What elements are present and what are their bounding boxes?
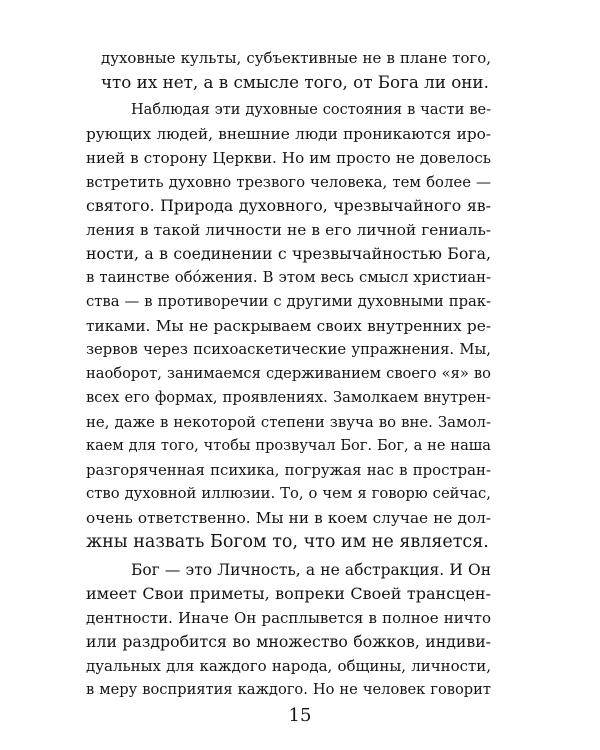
text-line: ства — в противоречии с другими духовными прак- xyxy=(86,293,491,310)
text-line: очень ответственно. Мы ни в коем случае не дол- xyxy=(86,509,491,527)
text-line: нией в сторону Церкви. Но им просто не довелось xyxy=(86,149,491,167)
text-line: Наблюдая эти духовные состояния в части ве- xyxy=(131,102,491,118)
text-line: разгоряченная психика, погружая нас в простран- xyxy=(86,461,491,479)
text-line: ство духовной иллюзии. То, о чем я говорю сейчас, xyxy=(86,485,491,502)
text-line: каем для того, чтобы прозвучал Бог. Бог, а не наша xyxy=(86,437,491,454)
text-line: ления в такой личности не в его личной гениаль- xyxy=(86,221,491,239)
text-line: ности, а в соединении с чрезвычайностью Бога, xyxy=(86,244,491,263)
text-line: Бог — это Личность, а не абстракция. И Он xyxy=(131,561,491,579)
text-line: жны назвать Богом то, что им не является. xyxy=(86,532,489,552)
text-line: зервов через психоаскетические упражнения. Мы, xyxy=(86,341,491,358)
text-line: в меру восприятия каждого. Но не человек говорит xyxy=(86,681,491,698)
text-line: наоборот, занимаемся сдерживанием своего «я» во xyxy=(86,365,491,382)
text-line: не, даже в некоторой степени звуча во вне. Замол- xyxy=(86,413,491,431)
text-line: или раздробится во множество божков, индиви- xyxy=(86,632,491,651)
text-line: рующих людей, внешние люди проникаются иро- xyxy=(86,125,491,143)
text-line: имеет Свои приметы, вопреки Своей трансцен- xyxy=(86,584,491,603)
text-line: в таинстве обóжения. В этом весь смысл христиан- xyxy=(86,269,491,286)
page-number: 15 xyxy=(288,705,312,726)
text-line: дуальных для каждого народа, общины, личности, xyxy=(86,657,491,675)
text-line: что их нет, а в смысле того, от Бога ли они. xyxy=(101,72,489,92)
text-line: всех его формах, проявлениях. Замолкаем внутрен- xyxy=(86,389,491,406)
text-line: духовные культы, субъективные не в плане того, xyxy=(101,49,491,67)
text-line: тиками. Мы не раскрываем своих внутренних ре- xyxy=(86,317,491,335)
text-line: дентности. Иначе Он расплывется в полное ничто xyxy=(86,609,491,627)
text-line: встретить духовно трезвого человека, тем более — xyxy=(86,173,491,191)
text-line: святого. Природа духовного, чрезвычайного яв- xyxy=(86,196,491,215)
